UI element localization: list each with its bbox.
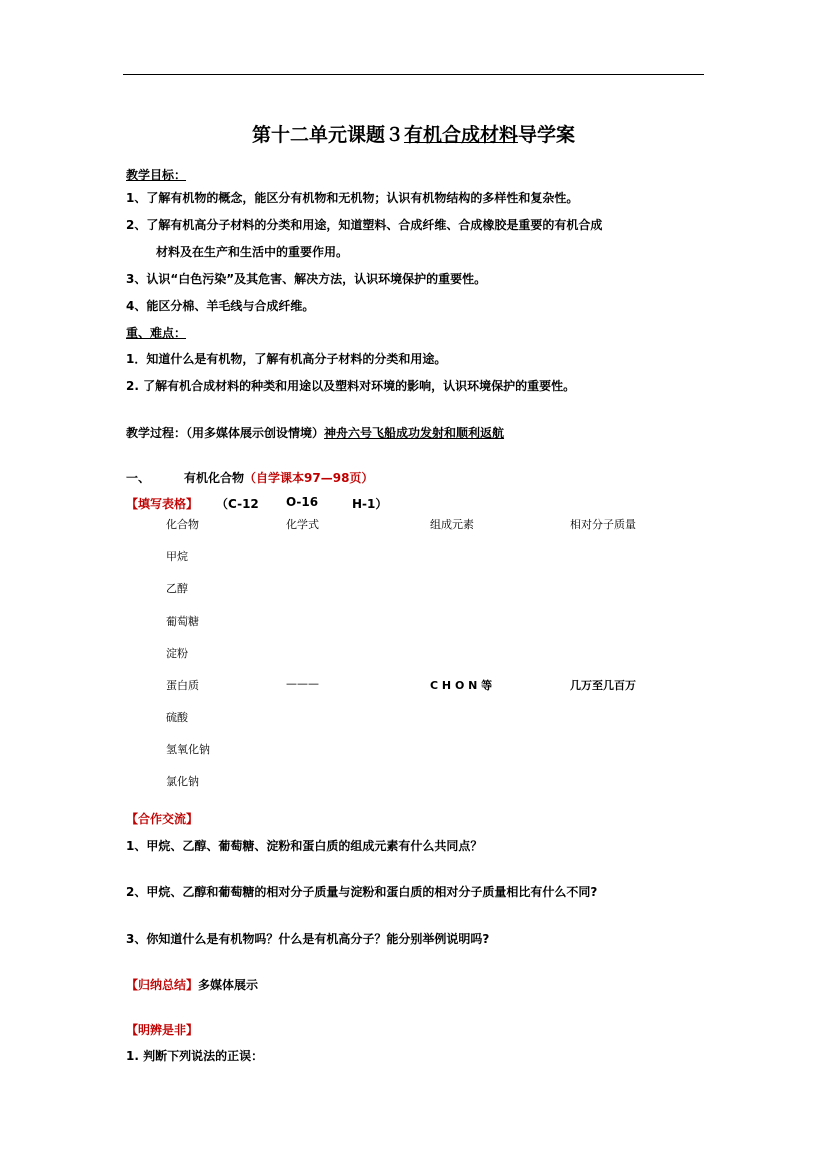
table-cell-compound: 氯化钠: [166, 775, 199, 788]
table-header: 相对分子质量: [570, 518, 636, 531]
table-cell-compound: 硫酸: [166, 711, 188, 724]
table-cell-compound: 乙醇: [166, 582, 188, 595]
section-number: 一、: [126, 471, 151, 485]
cooperate-question: 3、你知道什么是有机物吗？什么是有机高分子？能分别举例说明吗?: [126, 932, 490, 946]
cooperate-question: 2、甲烷、乙醇和葡萄糖的相对分子质量与淀粉和蛋白质的相对分子质量相比有什么不同?: [126, 885, 598, 899]
keypoints-heading: 重、难点：: [126, 326, 187, 340]
goal-item: 材料及在生产和生活中的重要作用。: [156, 245, 349, 259]
process-label: 教学过程：（用多媒体展示创设情境）: [126, 426, 325, 440]
goal-item: 2、了解有机高分子材料的分类和用途，知道塑料、合成纤维、合成橡胶是重要的有机合成: [126, 218, 603, 232]
goal-item: 4、能区分棉、羊毛线与合成纤维。: [126, 299, 315, 313]
table-header: 化合物: [166, 518, 199, 531]
section-title-text: 有机化合物: [184, 471, 245, 485]
summary-tag: 【归纳总结】: [126, 978, 199, 992]
summary-text: 多媒体展示: [198, 978, 259, 992]
keypoint-item: 2. 了解有机合成材料的种类和用途以及塑料对环境的影响，认识环境保护的重要性。: [126, 379, 576, 393]
atomic-mass: H-1）: [352, 497, 388, 511]
process-line: [126, 424, 504, 441]
atomic-mass: （C-12: [216, 497, 259, 511]
judge-tag: 【明辨是非】: [126, 1023, 199, 1037]
summary-line: [126, 976, 258, 993]
table-cell-elements: C H O N 等: [430, 679, 493, 692]
cooperate-tag: 【合作交流】: [126, 812, 199, 826]
cooperate-question: 1、甲烷、乙醇、葡萄糖、淀粉和蛋白质的组成元素有什么共同点？: [126, 839, 483, 853]
table-cell-compound: 甲烷: [166, 550, 188, 563]
header-rule: [123, 74, 704, 75]
section-note: （自学课本97—98页）: [244, 471, 374, 485]
title-topic: 有机合成材料: [403, 124, 518, 146]
section-title: [184, 469, 373, 486]
table-cell-compound: 蛋白质: [166, 679, 199, 692]
judge-item: 1. 判断下列说法的正误：: [126, 1049, 264, 1063]
table-header: 组成元素: [430, 518, 474, 531]
title-lesson: 第十二单元课题３: [251, 124, 404, 146]
keypoint-item: 1．知道什么是有机物，了解有机高分子材料的分类和用途。: [126, 352, 447, 366]
table-cell-compound: 氢氧化钠: [166, 743, 210, 756]
table-header: 化学式: [286, 518, 319, 531]
table-cell-mass: 几万至几百万: [570, 679, 636, 692]
atomic-mass: O-16: [286, 495, 319, 509]
table-cell-formula: ———: [286, 677, 319, 690]
page-title: [0, 120, 827, 147]
table-cell-compound: 葡萄糖: [166, 615, 199, 628]
process-scenario: 神舟六号飞船成功发射和顺利返航: [324, 426, 505, 440]
goals-heading: 教学目标：: [126, 168, 187, 182]
goal-item: 3、认识“白色污染”及其危害、解决方法，认识环境保护的重要性。: [126, 272, 487, 286]
fill-table-tag: 【填写表格】: [126, 497, 199, 511]
goal-item: 1、了解有机物的概念，能区分有机物和无机物；认识有机物结构的多样性和复杂性。: [126, 191, 579, 205]
table-cell-compound: 淀粉: [166, 647, 188, 660]
title-suffix: 导学案: [518, 124, 576, 146]
